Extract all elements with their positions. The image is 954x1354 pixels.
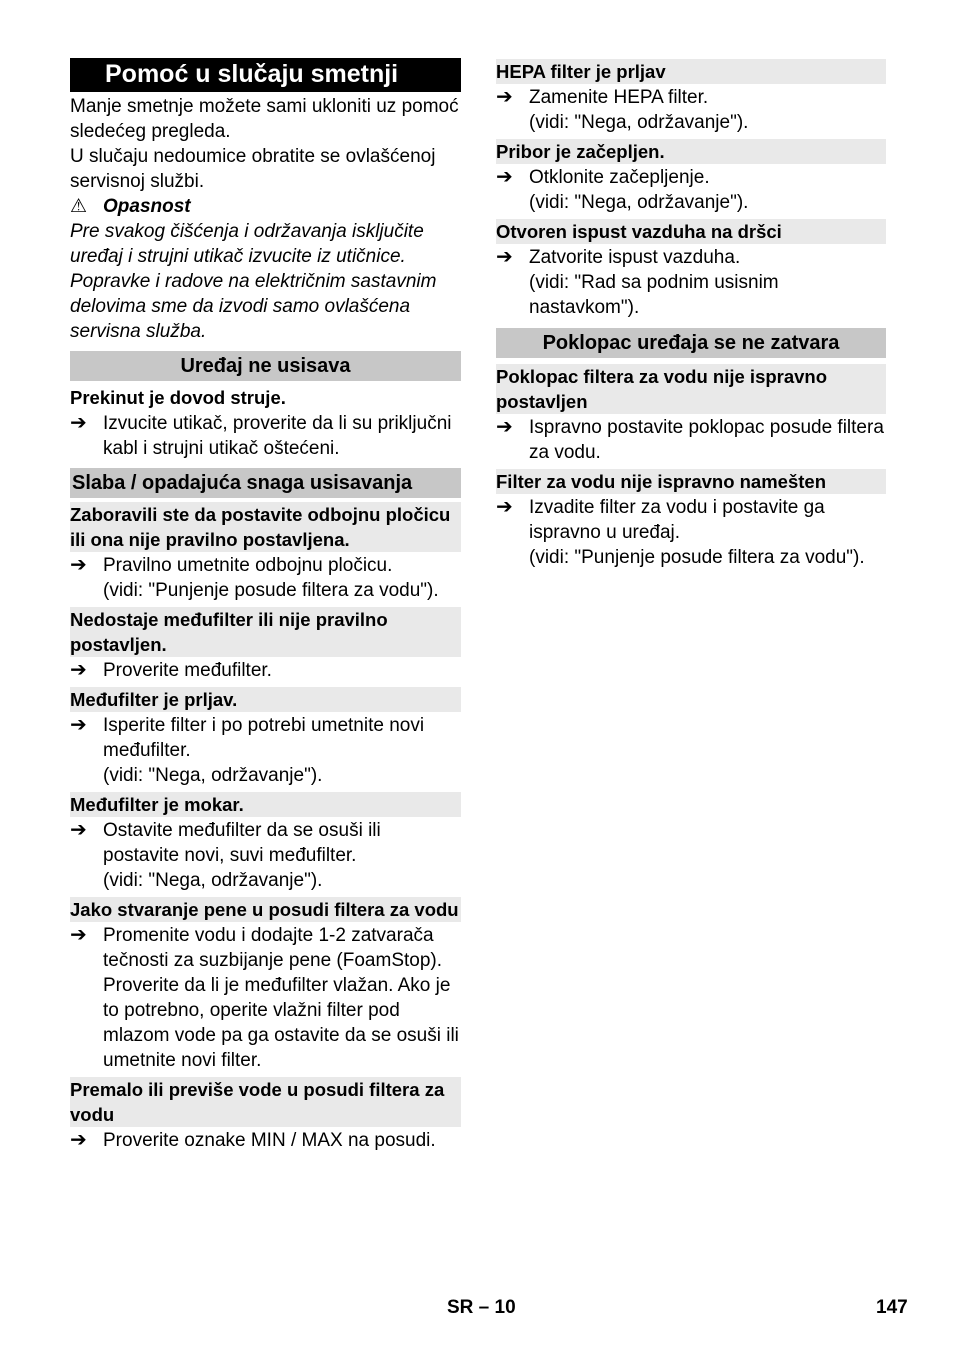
remedy-item	[496, 415, 886, 465]
arrow-icon: ➔	[70, 714, 87, 736]
remedy-reference: (vidi: "Nega, održavanje").	[103, 870, 323, 891]
fault-heading: Nedostaje međufilter ili nije pravilno postavljen.	[70, 607, 461, 657]
remedy-text: Izvadite filter za vodu i postavite ga ispravno u uređaj.	[529, 497, 825, 543]
left-column	[70, 58, 461, 1153]
footer-section-label: SR – 10	[447, 1297, 516, 1318]
warning-icon: ⚠	[70, 196, 88, 217]
remedy-text: Ispravno postavite poklopac posude filtera za vodu.	[529, 417, 884, 463]
arrow-icon: ➔	[70, 1129, 87, 1151]
remedy-item	[496, 85, 886, 135]
remedy-item	[70, 411, 461, 461]
arrow-icon: ➔	[70, 819, 87, 841]
remedy-text: Proverite oznake MIN / MAX na posudi.	[103, 1130, 436, 1151]
arrow-icon: ➔	[70, 412, 87, 434]
page-number: 147	[876, 1297, 908, 1318]
remedy-text: Ostavite međufilter da se osuši ili postavite novi, suvi međufilter.	[103, 820, 381, 866]
remedy-reference: (vidi: "Punjenje posude filtera za vodu").	[103, 580, 439, 601]
arrow-icon: ➔	[496, 416, 513, 438]
warning-label: Opasnost	[103, 196, 191, 217]
remedy-reference: (vidi: "Nega, održavanje").	[529, 192, 749, 213]
remedy-reference: (vidi: "Punjenje posude filtera za vodu").	[529, 547, 865, 568]
warning-text-2: Popravke i radove na električnim sastavnim delovima sme da izvodi samo ovlašćena servisna služba.	[70, 271, 437, 342]
remedy-item	[70, 553, 461, 603]
remedy-reference: (vidi: "Nega, održavanje").	[529, 112, 749, 133]
fault-heading: Međufilter je prljav.	[70, 687, 461, 712]
arrow-icon: ➔	[496, 86, 513, 108]
page-title: Pomoć u slučaju smetnji	[70, 58, 461, 92]
remedy-item	[70, 923, 461, 1073]
fault-heading: Otvoren ispust vazduha na dršci	[496, 219, 886, 244]
fault-heading: Poklopac filtera za vodu nije ispravno postavljen	[496, 364, 886, 414]
arrow-icon: ➔	[496, 166, 513, 188]
remedy-text: Izvucite utikač, proverite da li su priključni kabl i strujni utikač oštećeni.	[103, 413, 452, 459]
remedy-item	[70, 713, 461, 788]
remedy-text: Zamenite HEPA filter.	[529, 87, 709, 108]
section-heading-no-suction: Uređaj ne usisava	[70, 351, 461, 381]
remedy-item	[70, 658, 461, 683]
remedy-item	[496, 495, 886, 570]
arrow-icon: ➔	[70, 659, 87, 681]
fault-heading: Pribor je začepljen.	[496, 139, 886, 164]
fault-heading: HEPA filter je prljav	[496, 59, 886, 84]
intro-text-1: Manje smetnje možete sami ukloniti uz pomoć sledećeg pregleda.	[70, 96, 459, 142]
remedy-item	[496, 245, 886, 320]
warning-text-1: Pre svakog čišćenja i održavanja isključite uređaj i strujni utikač izvucite iz utičnice.	[70, 221, 424, 267]
fault-heading: Premalo ili previše vode u posudi filtera za vodu	[70, 1077, 461, 1127]
intro-text-2: U slučaju nedoumice obratite se ovlašćenoj servisnoj službi.	[70, 146, 436, 192]
fault-heading: Prekinut je dovod struje.	[70, 387, 286, 408]
remedy-item	[496, 165, 886, 215]
right-column	[496, 58, 886, 570]
section-heading-weak-suction: Slaba / opadajuća snaga usisavanja	[70, 468, 461, 498]
arrow-icon: ➔	[496, 496, 513, 518]
remedy-reference: (vidi: "Rad sa podnim usisnim nastavkom").	[529, 272, 779, 318]
fault-heading: Filter za vodu nije ispravno namešten	[496, 469, 886, 494]
fault-heading: Međufilter je mokar.	[70, 792, 461, 817]
fault-heading: Zaboravili ste da postavite odbojnu pločicu ili ona nije pravilno postavljena.	[70, 502, 461, 552]
remedy-text: Isperite filter i po potrebi umetnite novi međufilter.	[103, 715, 425, 761]
remedy-text: Promenite vodu i dodajte 1-2 zatvarača tečnosti za suzbijanje pene (FoamStop). Proverite da li je međufilter vlažan. Ako je to potrebno, operite vlažni filter pod mlazom vode pa ga ostavite da se osuši ili umetnite novi filter.	[103, 925, 459, 1071]
warning-heading	[70, 194, 461, 219]
remedy-item	[70, 1128, 461, 1153]
arrow-icon: ➔	[70, 924, 87, 946]
remedy-item	[70, 818, 461, 893]
remedy-text: Pravilno umetnite odbojnu pločicu.	[103, 555, 393, 576]
remedy-text: Otklonite začepljenje.	[529, 167, 710, 188]
fault-heading: Jako stvaranje pene u posudi filtera za vodu	[70, 897, 461, 922]
arrow-icon: ➔	[496, 246, 513, 268]
remedy-text: Proverite međufilter.	[103, 660, 272, 681]
section-heading-lid: Poklopac uređaja se ne zatvara	[496, 328, 886, 358]
remedy-reference: (vidi: "Nega, održavanje").	[103, 765, 323, 786]
remedy-text: Zatvorite ispust vazduha.	[529, 247, 741, 268]
arrow-icon: ➔	[70, 554, 87, 576]
